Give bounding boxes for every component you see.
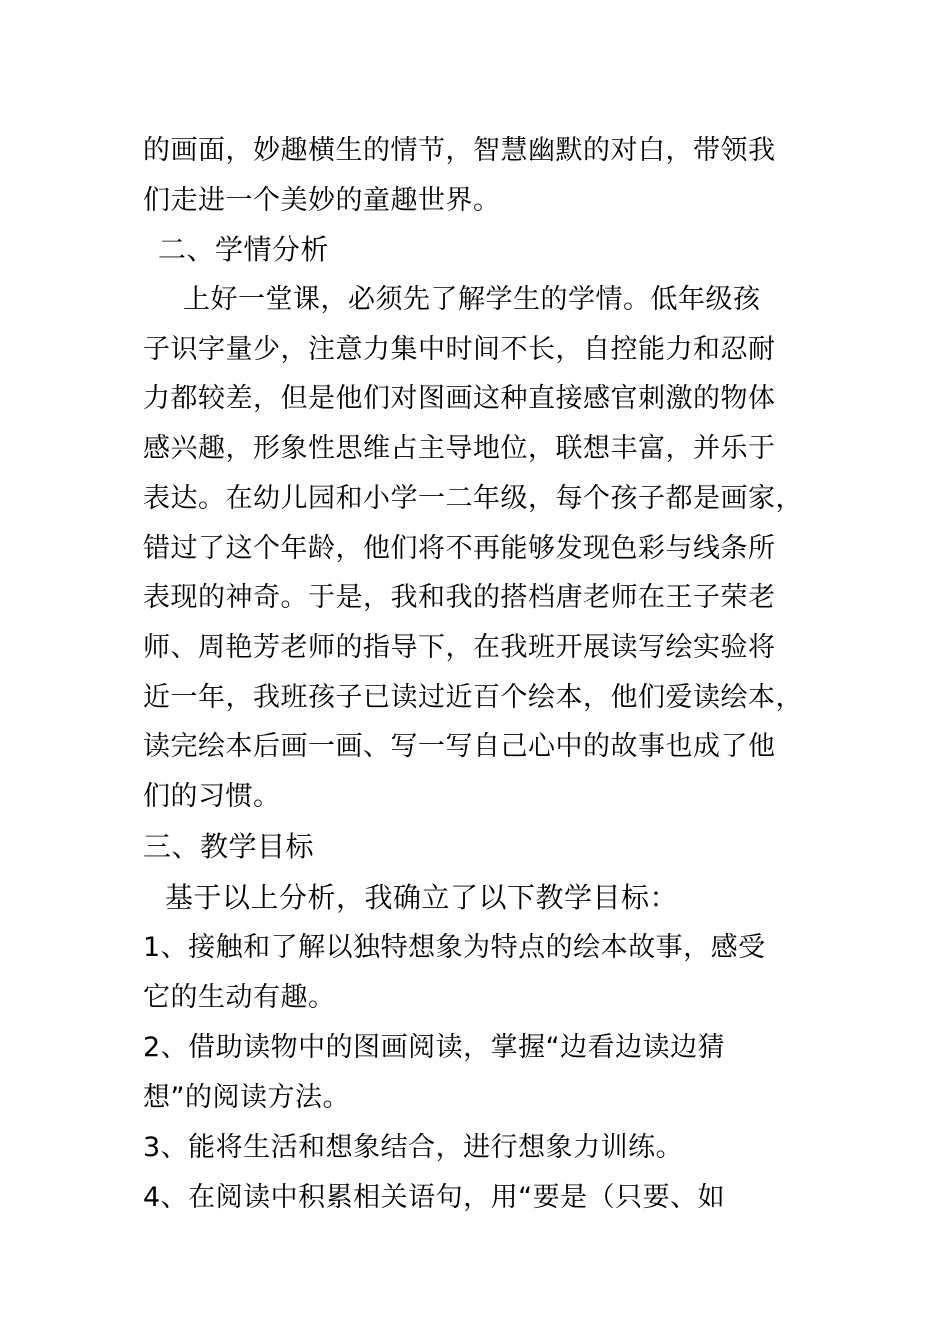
goal-item-1: 1、接触和了解以独特想象为特点的绘本故事，感受 (143, 932, 766, 963)
goal-item-4: 4、在阅读中积累相关语句，用“要是（只要、如 (143, 1182, 726, 1213)
goal-item-2-cont: 想”的阅读方法。 (143, 1082, 350, 1113)
section-heading-learning-analysis: 二、学情分析 (158, 233, 330, 266)
paragraph-line: 的画面，妙趣横生的情节，智慧幽默的对白，带领我 (143, 135, 776, 166)
paragraph-line: 错过了这个年龄，他们将不再能够发现色彩与线条所 (143, 533, 776, 564)
paragraph-line: 近一年，我班孩子已读过近百个绘本，他们爱读绘本， (143, 682, 803, 713)
goals-intro: 基于以上分析，我确立了以下教学目标： (165, 881, 679, 914)
paragraph-line: 上好一堂课，必须先了解学生的学情。低年级孩 (183, 284, 761, 315)
goal-item-3: 3、能将生活和想象结合，进行想象力训练。 (143, 1132, 684, 1163)
paragraph-line: 力都较差，但是他们对图画这种直接感官刺激的物体 (143, 383, 776, 414)
paragraph-line: 子识字量少，注意力集中时间不长，自控能力和忍耐 (143, 334, 776, 365)
paragraph-line: 读完绘本后画一画、写一写自己心中的故事也成了他 (143, 731, 776, 762)
paragraph-line: 感兴趣，形象性思维占主导地位，联想丰富，并乐于 (143, 433, 776, 464)
goal-item-2: 2、借助读物中的图画阅读，掌握“边看边读边猜 (143, 1032, 726, 1063)
paragraph-line: 们走进一个美妙的童趣世界。 (143, 185, 501, 216)
paragraph-line: 们的习惯。 (143, 781, 281, 812)
paragraph-line: 师、周艳芳老师的指导下，在我班开展读写绘实验将 (143, 632, 776, 663)
paragraph-line: 表达。在幼儿园和小学一二年级，每个孩子都是画家， (143, 483, 803, 514)
paragraph-line: 表现的神奇。于是，我和我的搭档唐老师在王子荣老 (143, 582, 776, 613)
goal-item-1-cont: 它的生动有趣。 (143, 982, 336, 1013)
section-heading-teaching-goals: 三、教学目标 (143, 830, 315, 863)
